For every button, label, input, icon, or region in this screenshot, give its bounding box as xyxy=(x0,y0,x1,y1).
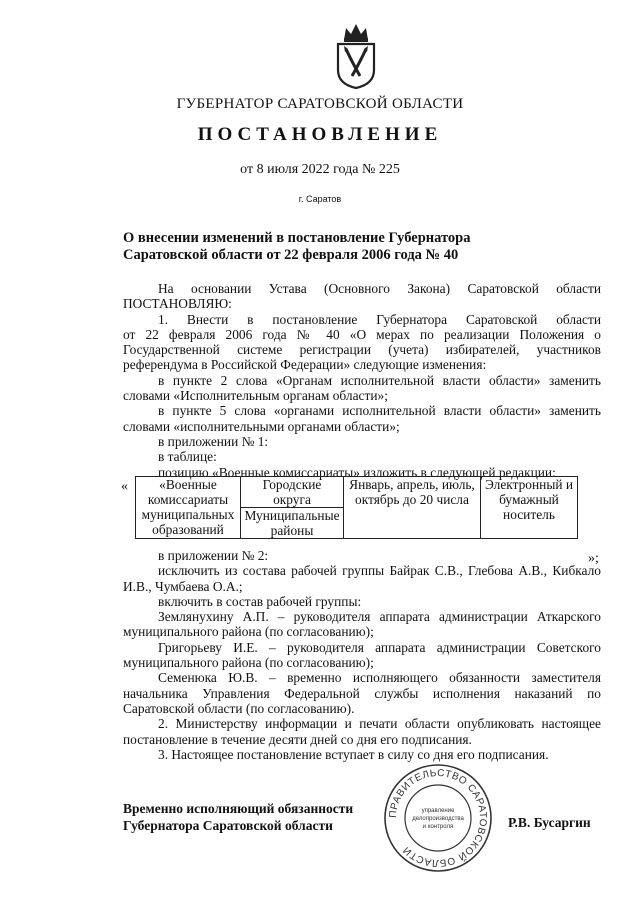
signatory-title-line: Губернатора Саратовской области xyxy=(123,818,333,833)
document-body-part2 xyxy=(123,548,601,762)
table-cell-organization: «Военные комиссариаты муниципальных образований xyxy=(136,477,241,539)
military-commissariats-table xyxy=(135,476,578,539)
paragraph-change-point5: в пункте 5 слова «органами исполнительной власти области» заменить словами «исполнительными органами области»; xyxy=(123,403,601,434)
subject-line: Саратовской области от 22 февраля 2006 года № 40 xyxy=(123,247,459,263)
paragraph-item3: 3. Настоящее постановление вступает в силу со дня его подписания. xyxy=(158,746,549,762)
paragraph-member-grigorieva: Григорьеву И.Е. – руководителя аппарата администрации Советского муниципального района (по согласованию); xyxy=(123,639,601,671)
paragraph-position: позицию «Военные комиссариаты» изложить в следующей редакции: xyxy=(158,464,556,480)
paragraph-member-semenyuk: Семенюка Ю.В. – временно исполняющего обязанности заместителя начальника Управления Федеральной службы исполнения наказаний по Саратовской области (по согласованию). xyxy=(123,670,601,716)
paragraph-exclude: исключить из состава рабочей группы Байрак С.В., Глебова А.В., Кибкало И.В., Чумбаева О.А.; xyxy=(123,563,601,594)
paragraph-include: включить в состав рабочей группы: xyxy=(158,593,362,609)
table-cell-municipal-districts: Муниципальные районы xyxy=(241,508,344,539)
table-cell-schedule: Январь, апрель, июль, октябрь до 20 числа xyxy=(344,477,481,539)
seal-inner-line: делопроизводства xyxy=(412,816,464,822)
document-subject xyxy=(123,230,523,264)
table-close-quote: »; xyxy=(588,551,599,566)
paragraph-item1-rest: от 22 февраля 2006 года № 40 «О мерах по реализации Положения о Государственной системе регистрации (учета) избирателей, участников референдума в Российской Федерации» следующие изменения: xyxy=(123,326,601,373)
document-date-number: от 8 июля 2022 года № 225 xyxy=(240,162,400,177)
signatory-title xyxy=(123,800,353,834)
paragraph-item1-start: 1. Внести в постановление Губернатора Саратовской области xyxy=(158,311,601,327)
seal-ring-text: ПРАВИТЕЛЬСТВО САРАТОВСКОЙ ОБЛАСТИ xyxy=(387,767,489,869)
paragraph-basis: На основании Устава (Основного Закона) Саратовской области xyxy=(158,281,601,296)
paragraph-appendix1: в приложении № 1: xyxy=(158,433,269,449)
table-open-quote: « xyxy=(121,479,128,494)
document-city: г. Саратов xyxy=(298,194,342,204)
paragraph-member-zemlyanukhina: Землянухину А.П. – руководителя аппарата администрации Аткарского муниципального района (по согласованию); xyxy=(123,609,601,640)
paragraph-table: в таблице: xyxy=(158,449,217,465)
seal-inner-line: и контроля xyxy=(422,824,454,830)
paragraph-change-point2: в пункте 2 слова «Органам исполнительной власти области» заменить словами «Исполнительным органам области»; xyxy=(123,372,601,404)
document-type: ПОСТАНОВЛЕНИЕ xyxy=(197,124,443,145)
coat-of-arms-emblem xyxy=(330,18,382,90)
signatory-title-line: Временно исполняющий обязанности xyxy=(123,801,354,816)
table-row xyxy=(136,477,578,508)
seal-inner-line: управление xyxy=(421,808,455,814)
signatory-name: Р.В. Бусаргин xyxy=(508,815,591,830)
paragraph-appendix2: в приложении № 2: xyxy=(158,548,269,563)
official-seal-stamp xyxy=(382,762,494,874)
paragraph-item2: 2. Министерству информации и печати области опубликовать настоящее постановление в течение десяти дней со дня его подписания. xyxy=(123,716,601,747)
paragraph-decree-word: ПОСТАНОВЛЯЮ: xyxy=(123,296,232,312)
table-cell-urban-districts: Городские округа xyxy=(241,477,344,508)
subject-line: О внесении изменений в постановление Губернатора xyxy=(123,230,471,246)
document-body-part1 xyxy=(123,281,601,480)
issuing-authority: ГУБЕРНАТОР САРАТОВСКОЙ ОБЛАСТИ xyxy=(176,96,464,112)
table-cell-medium: Электронный и бумажный носитель xyxy=(481,477,578,539)
